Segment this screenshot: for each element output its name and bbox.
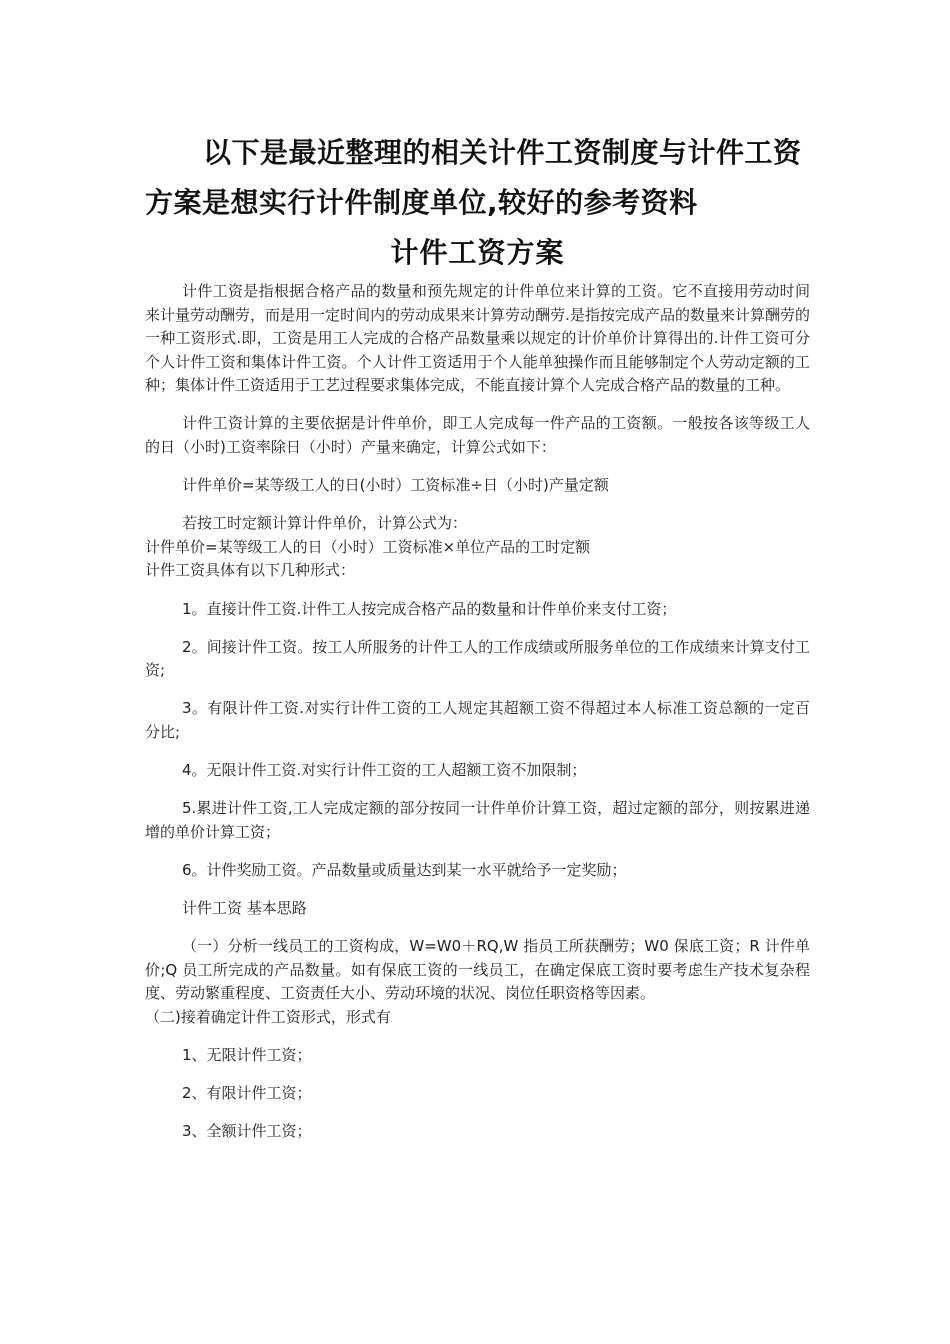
list-item: 1、无限计件工资； (182, 1045, 312, 1064)
list-item: 3、全额计件工资； (182, 1122, 312, 1141)
list-item: 2、有限计件工资； (182, 1083, 312, 1102)
document-subtitle: 计件工资方案 (390, 236, 565, 269)
document-title: 以下是最近整理的相关计件工资制度与计件工资方案是想实行计件制度单位,较好的参考资料 (145, 136, 802, 219)
section-heading: 计件工资 基本思路 (182, 898, 307, 917)
formula-line-2: 计件单价=某等级工人的日（小时）工资标准×单位产品的工时定额 (145, 537, 591, 556)
list-item: 4。无限计件工资.对实行计件工资的工人超额工资不加限制； (182, 761, 587, 779)
list-item: 6。计件奖励工资。产品数量或质量达到某一水平就给予一定奖励； (182, 860, 627, 879)
form-intro: （二)接着确定计件工资形式，形式有 (145, 1007, 391, 1026)
basis-paragraph: 计件工资计算的主要依据是计件单价，即工人完成每一件产品的工资额。一般按各该等级工人的日（小时)工资率除日（小时）产量来确定，计算公式如下： (145, 414, 810, 457)
list-item: 2。间接计件工资。按工人所服务的计件工人的工作成绩或所服务单位的工作成绩来计算支付工资; (145, 637, 810, 680)
list-item: 1。直接计件工资.计件工人按完成合格产品的数量和计件单价来支付工资； (182, 599, 677, 618)
list-item: 3。有限计件工资.对实行计件工资的工人规定其超额工资不得超过本人标准工资总额的一定百分比; (145, 699, 810, 741)
formula-line-1: 计件单价=某等级工人的日(小时）工资标准÷日（小时)产量定额 (182, 476, 609, 495)
forms-intro: 计件工资具体有以下几种形式： (145, 561, 356, 580)
formula-intro: 若按工时定额计算计件单价，计算公式为： (182, 514, 468, 533)
analysis-paragraph: （一）分析一线员工的工资构成，W=W0＋RQ,W 指员工所获酬劳；W0 保底工资；R 计件单价;Q 员工所完成的产品数量。如有保底工资的一线员工，在确定保底工资时要考虑生产技术复杂程度、劳动繁重程度、工资责任大小、劳动环境的状况、岗位任职资格等因素。 (145, 936, 810, 1003)
intro-paragraph: 计件工资是指根据合格产品的数量和预先规定的计件单位来计算的工资。它不直接用劳动时间来计量劳动酬劳，而是用一定时间内的劳动成果来计算劳动酬劳.是指按完成产品的数量来计算酬劳的一种工资形式.即，工资是用工人完成的合格产品数量乘以规定的计价单价计算得出的.计件工资可分个人计件工资和集体计件工资。个人计件工资适用于个人能单独操作而且能够制定个人劳动定额的工种；集体计件工资适用于工艺过程要求集体完成，不能直接计算个人完成合格产品的数量的工种。 (145, 282, 810, 395)
list-item: 5.累进计件工资,工人完成定额的部分按同一计件单价计算工资，超过定额的部分，则按累进递增的单价计算工资； (145, 799, 810, 841)
